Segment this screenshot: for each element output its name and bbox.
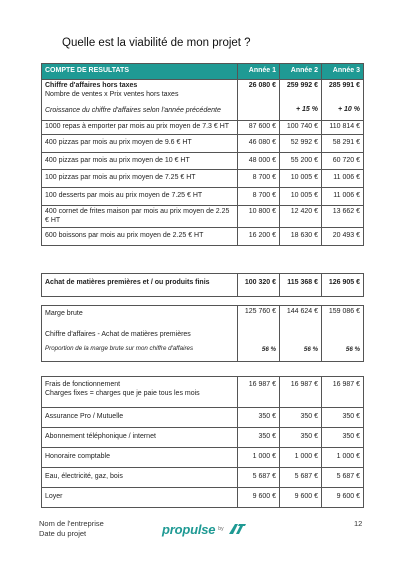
frais-value-2: 16 987 € bbox=[280, 377, 322, 408]
table-row bbox=[42, 428, 364, 448]
achat-value-3: 126 905 € bbox=[322, 274, 364, 297]
propulse-logo bbox=[162, 520, 247, 538]
table-header-row bbox=[42, 64, 364, 80]
footer-company: Nom de l'entreprise bbox=[39, 519, 104, 528]
frais-value-1: 16 987 € bbox=[238, 377, 280, 408]
croissance-label: Croissance du chiffre d'affaires selon l'année précédente bbox=[42, 101, 238, 120]
row-value: 87 600 € bbox=[238, 121, 280, 135]
header-annee-1: Année 1 bbox=[238, 64, 280, 80]
marge-proportion-2: 56 % bbox=[303, 345, 318, 353]
row-value: 9 600 € bbox=[238, 488, 280, 508]
compte-resultats-table bbox=[41, 63, 364, 246]
croissance-row bbox=[42, 101, 364, 120]
logo-by: by bbox=[218, 526, 224, 532]
marge-formula: Chiffre d'affaires - Achat de matières premières bbox=[45, 330, 191, 338]
frais-value-3: 16 987 € bbox=[322, 377, 364, 408]
marge-value-2: 144 624 € bbox=[286, 308, 318, 315]
row-value: 1 000 € bbox=[238, 448, 280, 468]
row-value: 110 814 € bbox=[322, 121, 364, 135]
header-compte: COMPTE DE RESULTATS bbox=[42, 64, 238, 80]
frais-label: Frais de fonctionnement bbox=[45, 381, 121, 388]
marge-value-1: 125 760 € bbox=[244, 308, 276, 315]
table-row bbox=[42, 121, 364, 135]
row-value: 9 600 € bbox=[280, 488, 322, 508]
ca-value-1: 26 080 € bbox=[238, 79, 280, 101]
croissance-value-1 bbox=[238, 101, 280, 120]
marge-row bbox=[42, 306, 364, 362]
table-row bbox=[42, 152, 364, 170]
header-annee-2: Année 2 bbox=[280, 64, 322, 80]
table-row bbox=[42, 448, 364, 468]
ca-value-2: 259 992 € bbox=[280, 79, 322, 101]
row-value: 350 € bbox=[280, 428, 322, 448]
croissance-value-2: + 15 % bbox=[280, 101, 322, 120]
ca-row bbox=[42, 79, 364, 101]
table-row bbox=[42, 488, 364, 508]
row-value: 48 000 € bbox=[238, 152, 280, 170]
achat-value-2: 115 368 € bbox=[280, 274, 322, 297]
table-row bbox=[42, 228, 364, 246]
row-label: Abonnement téléphonique / internet bbox=[42, 428, 238, 448]
row-value: 11 006 € bbox=[322, 170, 364, 188]
row-label: 400 pizzas par mois au prix moyen de 9.6 € HT bbox=[42, 134, 238, 152]
row-value: 13 662 € bbox=[322, 205, 364, 228]
footer-date: Date du projet bbox=[39, 529, 87, 539]
row-value: 10 800 € bbox=[238, 205, 280, 228]
ca-value-3: 285 991 € bbox=[322, 79, 364, 101]
logo-word: propulse bbox=[162, 521, 216, 537]
table-row bbox=[42, 408, 364, 428]
frais-sublabel: Charges fixes = charges que je paie tous les mois bbox=[45, 389, 200, 397]
row-value: 350 € bbox=[238, 428, 280, 448]
row-value: 8 700 € bbox=[238, 188, 280, 206]
row-label: 100 pizzas par mois au prix moyen de 7.25 € HT bbox=[42, 170, 238, 188]
row-label: Assurance Pro / Mutuelle bbox=[42, 408, 238, 428]
table-row bbox=[42, 134, 364, 152]
achat-table bbox=[41, 273, 364, 297]
row-value: 10 005 € bbox=[280, 188, 322, 206]
marge-proportion-3: 56 % bbox=[345, 345, 360, 353]
row-value: 100 740 € bbox=[280, 121, 322, 135]
row-value: 18 630 € bbox=[280, 228, 322, 246]
achat-value-1: 100 320 € bbox=[238, 274, 280, 297]
row-value: 60 720 € bbox=[322, 152, 364, 170]
row-label: 400 cornet de frites maison par mois au prix moyen de 2.25 € HT bbox=[42, 205, 238, 228]
row-value: 11 006 € bbox=[322, 188, 364, 206]
marge-brute-table bbox=[41, 305, 364, 362]
row-label: Eau, électricité, gaz, bois bbox=[42, 468, 238, 488]
frais-table bbox=[41, 376, 364, 508]
row-value: 20 493 € bbox=[322, 228, 364, 246]
achat-row bbox=[42, 274, 364, 297]
header-annee-3: Année 3 bbox=[322, 64, 364, 80]
row-value: 46 080 € bbox=[238, 134, 280, 152]
row-label: 400 pizzas par mois au prix moyen de 10 € HT bbox=[42, 152, 238, 170]
marge-label: Marge brute bbox=[45, 310, 83, 317]
row-value: 5 687 € bbox=[238, 468, 280, 488]
row-label: Loyer bbox=[42, 488, 238, 508]
table-row bbox=[42, 188, 364, 206]
croissance-value-3: + 10 % bbox=[322, 101, 364, 120]
row-label: Honoraire comptable bbox=[42, 448, 238, 468]
marge-proportion-1: 56 % bbox=[261, 345, 276, 353]
row-label: 1000 repas à emporter par mois au prix moyen de 7.3 € HT bbox=[42, 121, 238, 135]
row-value: 55 200 € bbox=[280, 152, 322, 170]
row-value: 12 420 € bbox=[280, 205, 322, 228]
row-value: 350 € bbox=[322, 428, 364, 448]
row-value: 10 005 € bbox=[280, 170, 322, 188]
ca-sublabel: Nombre de ventes x Prix ventes hors taxes bbox=[45, 90, 179, 98]
row-value: 5 687 € bbox=[280, 468, 322, 488]
marge-value-3: 159 086 € bbox=[328, 308, 360, 315]
row-value: 16 200 € bbox=[238, 228, 280, 246]
credit-agricole-logo-icon bbox=[227, 522, 247, 536]
page-title: Quelle est la viabilité de mon projet ? bbox=[62, 37, 251, 49]
table-row bbox=[42, 468, 364, 488]
row-value: 5 687 € bbox=[322, 468, 364, 488]
row-value: 8 700 € bbox=[238, 170, 280, 188]
row-value: 350 € bbox=[322, 408, 364, 428]
marge-proportion-label: Proportion de la marge brute sur mon chiffre d'affaires bbox=[45, 344, 194, 352]
footer-info bbox=[39, 519, 104, 539]
row-value: 1 000 € bbox=[280, 448, 322, 468]
row-value: 1 000 € bbox=[322, 448, 364, 468]
row-value: 58 291 € bbox=[322, 134, 364, 152]
table-row bbox=[42, 205, 364, 228]
table-row bbox=[42, 170, 364, 188]
frais-header-row bbox=[42, 377, 364, 408]
achat-label: Achat de matières premières et / ou produits finis bbox=[42, 274, 238, 297]
row-value: 9 600 € bbox=[322, 488, 364, 508]
row-label: 100 desserts par mois au prix moyen de 7.25 € HT bbox=[42, 188, 238, 206]
row-label: 600 boissons par mois au prix moyen de 2.25 € HT bbox=[42, 228, 238, 246]
ca-label: Chiffre d'affaires hors taxes bbox=[45, 81, 138, 89]
row-value: 350 € bbox=[280, 408, 322, 428]
page-number: 12 bbox=[354, 519, 363, 528]
row-value: 52 992 € bbox=[280, 134, 322, 152]
row-value: 350 € bbox=[238, 408, 280, 428]
